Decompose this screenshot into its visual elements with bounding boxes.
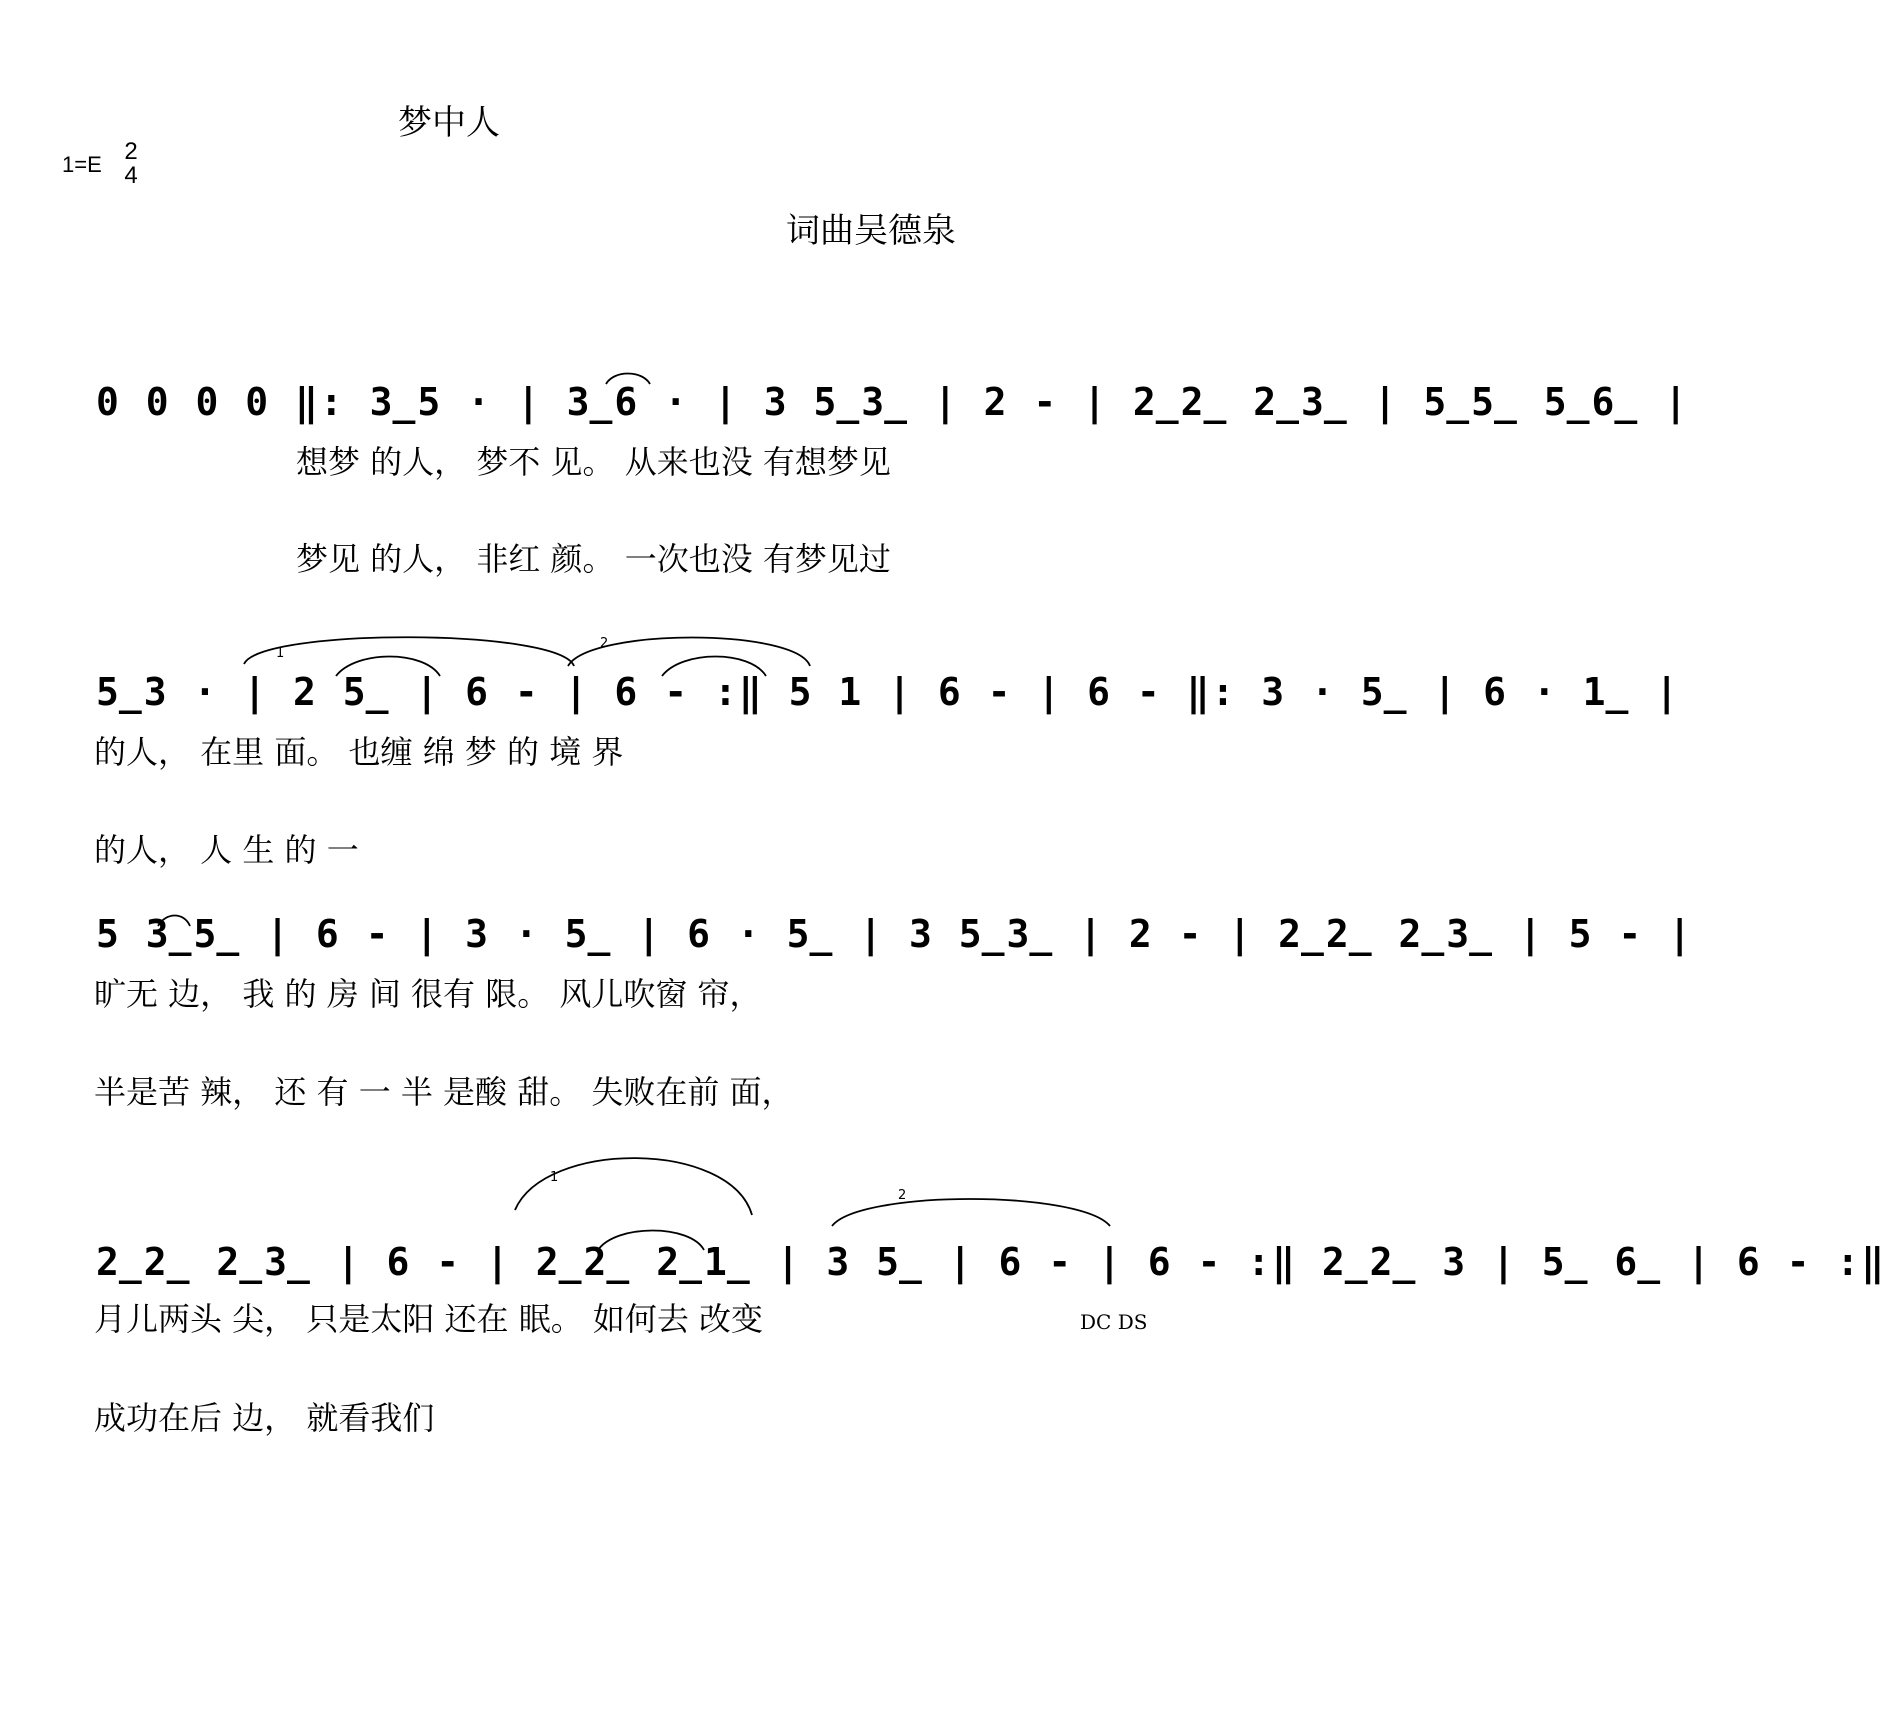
volta-arc-4	[832, 1199, 1110, 1226]
volta-1-label: 1	[276, 646, 285, 661]
system-1-lyrics-verse-1: 想梦 的人， 梦不 见。 从来也没 有想梦见	[296, 443, 891, 481]
tie-arc-6-6b	[662, 657, 766, 677]
system-4-lyrics-verse-2: 成功在后 边， 就看我们	[94, 1399, 435, 1437]
system-3-lyrics-verse-1: 旷无 边， 我 的 房 间 很有 限。 风儿吹窗 帘，	[94, 975, 762, 1013]
system-1-notation: 0 0 0 0 ‖: 3̲5 · | 3̲6 · | 3 5̲3̲ | 2 - | 2̲2̲ 2̲3̲ | 5̲5̲ 5̲6̲ |	[96, 380, 1690, 424]
system-4-notation: 2̲2̲ 2̲3̲ | 6 - | 2̲2̲ 2̲1̲ | 3 5̲ | 6 - | 6 - :‖ 2̲2̲ 3 | 5̲ 6̲ | 6 - :‖	[96, 1240, 1886, 1284]
time-signature-bottom: 4	[124, 162, 138, 189]
composer-credit: 词曲吴德泉	[786, 211, 956, 251]
system-2-lyrics-verse-2: 的人， 人 生 的 一	[94, 831, 359, 869]
volta-1-label-b: 1	[550, 1170, 559, 1185]
volta-2-label-b: 2	[898, 1188, 907, 1203]
volta-arc-1	[244, 637, 574, 666]
key-signature: 1=E	[62, 152, 102, 177]
volta-2-label: 2	[600, 636, 609, 651]
system-2-lyrics-verse-1: 的人， 在里 面。 也缠 绵 梦 的 境 界	[94, 733, 624, 771]
song-title: 梦中人	[398, 103, 500, 143]
system-2-notation: 5̲3 · | 2 5̲ | 6 - | 6 - :‖ 5 1 | 6 - | 6 - ‖: 3 · 5̲ | 6 · 1̲ |	[96, 670, 1681, 714]
volta-arc-3	[515, 1158, 752, 1215]
time-signature-top: 2	[124, 138, 138, 165]
system-3-notation: 5 3̲5̲ | 6 - | 3 · 5̲ | 6 · 5̲ | 3 5̲3̲ | 2 - | 2̲2̲ 2̲3̲ | 5 - |	[96, 912, 1694, 956]
tie-arc-6-6	[336, 657, 440, 677]
system-3-lyrics-verse-2: 半是苦 辣， 还 有 一 半 是酸 甜。 失败在前 面，	[94, 1073, 794, 1111]
slur-arc-53	[606, 374, 650, 385]
volta-arc-2	[568, 638, 810, 667]
tie-arc-6-6c	[598, 1231, 704, 1251]
performance-mark-dc-ds: DC DS	[1080, 1310, 1148, 1334]
slur-arc-35	[158, 916, 190, 927]
system-4-lyrics-verse-1: 月儿两头 尖， 只是太阳 还在 眠。 如何去 改变	[94, 1300, 764, 1338]
system-1-lyrics-verse-2: 梦见 的人， 非红 颜。 一次也没 有梦见过	[296, 540, 891, 578]
